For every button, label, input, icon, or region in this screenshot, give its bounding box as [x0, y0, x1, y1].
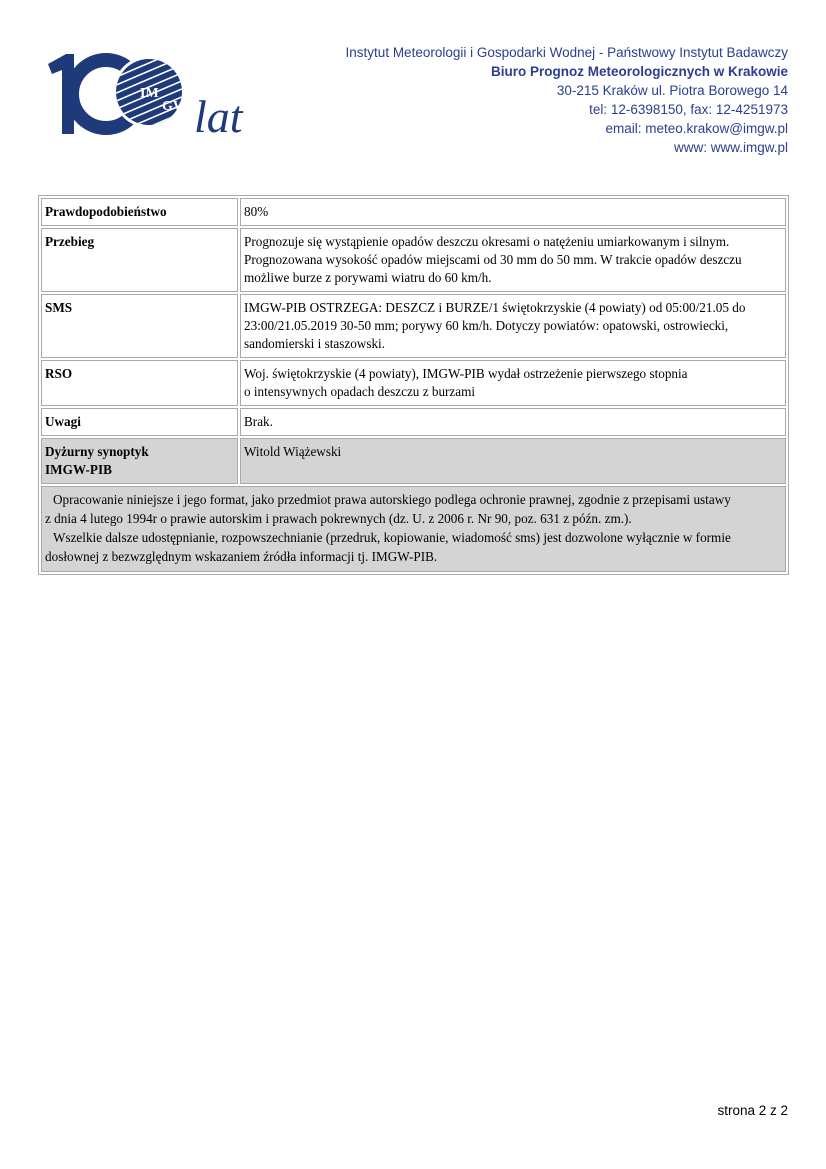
row-value: Brak.	[240, 408, 786, 436]
office-name: Biuro Prognoz Meteorologicznych w Krakowie	[490, 64, 788, 79]
logo-text-lat: lat	[194, 91, 243, 142]
logo-text-gw: GW	[162, 99, 187, 114]
logo-text-im: IM	[140, 86, 159, 101]
address: 30-215 Kraków ul. Piotra Borowego 14	[556, 83, 788, 98]
table-row-sms	[41, 294, 786, 358]
page-number: strona 2 z 2	[717, 1103, 788, 1118]
warning-table	[38, 195, 789, 575]
row-label: Uwagi	[41, 408, 238, 436]
table-row-copyright	[41, 486, 786, 572]
table-row-probability	[41, 198, 786, 226]
copyright-note: Opracowanie niniejsze i jego format, jako przedmiot prawa autorskiego podlega ochronie prawnej, zgodnie z przepisami ustawy z dnia 4 lutego 1994r o prawie autorskim i prawach pokrewnych (dz. U. z 2006 r. Nr 90, poz. 631 z późn. zm.). Wszelkie dalsze udostępnianie, rozpowszechnianie (przedruk, kopiowanie, wiadomość sms) jest dozwolone wyłącznie w formie dosłownej z bezwzględnym wskazaniem źródła informacji tj. IMGW-PIB.	[41, 486, 786, 572]
institute-name: Instytut Meteorologii i Gospodarki Wodnej - Państwowy Instytut Badawczy	[345, 45, 788, 60]
row-label: SMS	[41, 294, 238, 358]
row-label: RSO	[41, 360, 238, 406]
row-label: Prawdopodobieństwo	[41, 198, 238, 226]
email[interactable]: email: meteo.krakow@imgw.pl	[605, 121, 788, 136]
row-label: Dyżurny synoptyk IMGW-PIB	[41, 438, 238, 484]
table-row-remarks	[41, 408, 786, 436]
table-row-course	[41, 228, 786, 292]
row-value: 80%	[240, 198, 786, 226]
row-value: IMGW-PIB OSTRZEGA: DESZCZ i BURZE/1 świętokrzyskie (4 powiaty) od 05:00/21.05 do 23:00/21.05.2019 30-50 mm; porywy 60 km/h. Dotyczy powiatów: opatowski, ostrowiecki, sandomierski i staszowski.	[240, 294, 786, 358]
institute-contact-block	[346, 43, 788, 157]
row-value: Woj. świętokrzyskie (4 powiaty), IMGW-PIB wydał ostrzeżenie pierwszego stopnia o intensywnych opadach deszczu z burzami	[240, 360, 786, 406]
imgw-100-lat-logo	[44, 52, 254, 142]
website[interactable]: www: www.imgw.pl	[673, 140, 788, 155]
table-row-duty-synoptic	[41, 438, 786, 484]
phone-fax: tel: 12-6398150, fax: 12-4251973	[589, 102, 788, 117]
row-label: Przebieg	[41, 228, 238, 292]
row-value: Witold Wiążewski	[240, 438, 786, 484]
row-value: Prognozuje się wystąpienie opadów deszczu okresami o natężeniu umiarkowanym i silnym. Prognozowana wysokość opadów miejscami od 30 mm do 50 mm. W trakcie opadów deszczu możliwe burze z porywami wiatru do 60 km/h.	[240, 228, 786, 292]
table-row-rso	[41, 360, 786, 406]
